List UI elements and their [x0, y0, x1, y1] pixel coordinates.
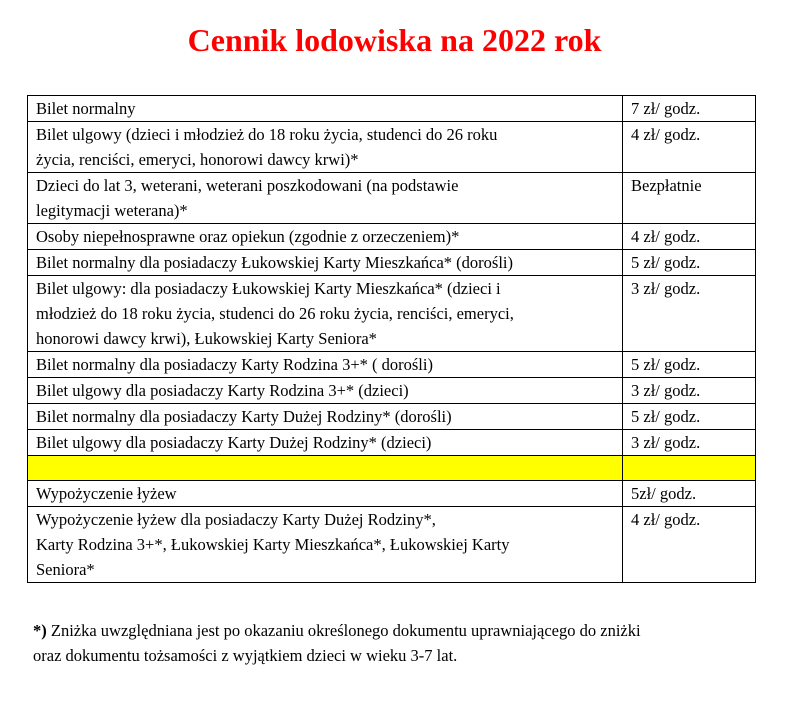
description-line: Karty Rodzina 3+*, Łukowskiej Karty Mieszkańca*, Łukowskiej Karty [36, 535, 510, 554]
row-description [28, 250, 623, 276]
row-price: 5 zł/ godz. [623, 352, 756, 378]
row-price: 4 zł/ godz. [623, 224, 756, 250]
row-price: 3 zł/ godz. [623, 378, 756, 404]
description-line: Bilet normalny dla posiadaczy Karty Dużej Rodziny* (dorośli) [36, 407, 452, 426]
table-row [28, 378, 756, 404]
description-line: honorowi dawcy krwi), Łukowskiej Karty Seniora* [36, 329, 377, 348]
highlight-cell [623, 456, 756, 481]
table-row [28, 276, 756, 352]
table-row [28, 173, 756, 224]
footnote-line [33, 618, 773, 643]
description-line: Bilet normalny dla posiadaczy Karty Rodzina 3+* ( dorośli) [36, 355, 433, 374]
table-row [28, 430, 756, 456]
row-price: 5zł/ godz. [623, 481, 756, 507]
description-line: Bilet normalny [36, 99, 136, 118]
row-price: 7 zł/ godz. [623, 96, 756, 122]
table-row [28, 507, 756, 583]
row-price: 4 zł/ godz. [623, 122, 756, 173]
row-price: 5 zł/ godz. [623, 250, 756, 276]
description-line: Bilet normalny dla posiadaczy Łukowskiej Karty Mieszkańca* (dorośli) [36, 253, 513, 272]
description-line: Bilet ulgowy (dzieci i młodzież do 18 roku życia, studenci do 26 roku [36, 125, 498, 144]
row-description [28, 404, 623, 430]
footnote-marker: *) [33, 621, 47, 640]
row-description [28, 96, 623, 122]
highlight-cell [28, 456, 623, 481]
row-description [28, 481, 623, 507]
footnote-text: Zniżka uwzględniana jest po okazaniu określonego dokumentu uprawniającego do zniżki [46, 621, 641, 640]
description-line: Bilet ulgowy: dla posiadaczy Łukowskiej Karty Mieszkańca* (dzieci i [36, 279, 501, 298]
row-price: 5 zł/ godz. [623, 404, 756, 430]
price-table [27, 95, 756, 583]
table-row [28, 96, 756, 122]
row-price: 3 zł/ godz. [623, 276, 756, 352]
footnote-line: oraz dokumentu tożsamości z wyjątkiem dzieci w wieku 3-7 lat. [33, 646, 458, 665]
description-line: Bilet ulgowy dla posiadaczy Karty Rodzina 3+* (dzieci) [36, 381, 409, 400]
description-line: Dzieci do lat 3, weterani, weterani poszkodowani (na podstawie [36, 176, 459, 195]
description-line: Wypożyczenie łyżew dla posiadaczy Karty Dużej Rodziny*, [36, 510, 436, 529]
row-description [28, 122, 623, 173]
row-description [28, 507, 623, 583]
table-row [28, 481, 756, 507]
row-price: 3 zł/ godz. [623, 430, 756, 456]
description-line: życia, renciści, emeryci, honorowi dawcy krwi)* [36, 150, 359, 169]
page-title: Cennik lodowiska na 2022 rok [187, 22, 602, 58]
row-description [28, 378, 623, 404]
table-row [28, 224, 756, 250]
row-description [28, 276, 623, 352]
row-description [28, 352, 623, 378]
row-description [28, 430, 623, 456]
table-row [28, 250, 756, 276]
description-line: młodzież do 18 roku życia, studenci do 26 roku życia, renciści, emeryci, [36, 304, 514, 323]
table-row [28, 352, 756, 378]
description-line: Seniora* [36, 560, 95, 579]
row-price: Bezpłatnie [623, 173, 756, 224]
highlight-separator-row [28, 456, 756, 481]
row-price: 4 zł/ godz. [623, 507, 756, 583]
description-line: Wypożyczenie łyżew [36, 484, 177, 503]
description-line: legitymacji weterana)* [36, 201, 188, 220]
table-row [28, 404, 756, 430]
row-description [28, 173, 623, 224]
footnote [33, 618, 773, 668]
description-line: Osoby niepełnosprawne oraz opiekun (zgodnie z orzeczeniem)* [36, 227, 460, 246]
description-line: Bilet ulgowy dla posiadaczy Karty Dużej Rodziny* (dzieci) [36, 433, 432, 452]
row-description [28, 224, 623, 250]
table-row [28, 122, 756, 173]
